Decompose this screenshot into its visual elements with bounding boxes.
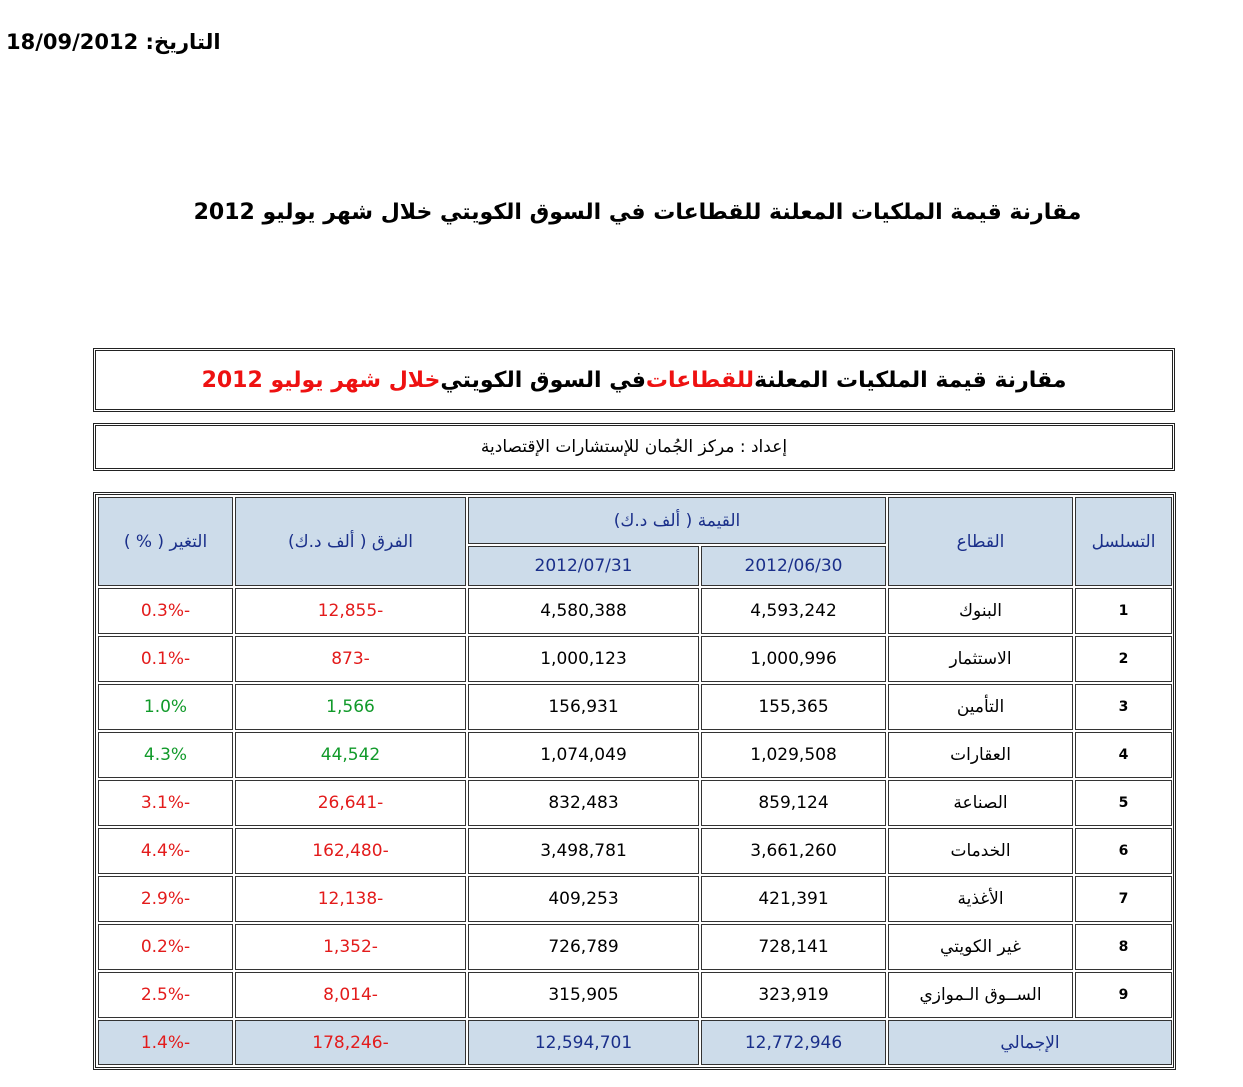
row-seq: 5	[1075, 780, 1172, 826]
table-row	[98, 828, 1172, 874]
row-sector: الخدمات	[888, 828, 1073, 874]
header-sector: القطاع	[888, 497, 1073, 586]
row-sector: الصناعة	[888, 780, 1073, 826]
table-row	[98, 588, 1172, 634]
title-part-2: للقطاعات	[645, 367, 755, 393]
row-value-1: 323,919	[701, 972, 886, 1018]
table-row	[98, 780, 1172, 826]
row-diff: 44,542	[235, 732, 466, 778]
row-value-2: 832,483	[468, 780, 699, 826]
row-diff: -26,641	[235, 780, 466, 826]
table-row	[98, 876, 1172, 922]
total-diff: -178,246	[235, 1020, 466, 1065]
row-change: -0.2%	[98, 924, 233, 970]
credit-text: إعداد : مركز الجُمان للإستشارات الإقتصادية	[480, 437, 788, 457]
title-part-1: مقارنة قيمة الملكيات المعلنة	[754, 367, 1067, 393]
total-change: -1.4%	[98, 1020, 233, 1065]
table-row	[98, 684, 1172, 730]
row-sector: الأغذية	[888, 876, 1073, 922]
row-seq: 1	[1075, 588, 1172, 634]
row-diff: -12,138	[235, 876, 466, 922]
row-value-2: 3,498,781	[468, 828, 699, 874]
row-change: -2.9%	[98, 876, 233, 922]
row-value-2: 726,789	[468, 924, 699, 970]
page-title: مقارنة قيمة الملكيات المعلنة للقطاعات في السوق الكويتي خلال شهر يوليو 2012	[193, 200, 1082, 225]
report-date: التاريخ: 18/09/2012	[6, 30, 221, 54]
row-seq: 6	[1075, 828, 1172, 874]
sector-table-frame	[93, 492, 1176, 1070]
row-value-2: 409,253	[468, 876, 699, 922]
header-change: التغير ( % )	[98, 497, 233, 586]
table-row	[98, 924, 1172, 970]
row-value-1: 421,391	[701, 876, 886, 922]
row-value-1: 859,124	[701, 780, 886, 826]
total-value-2: 12,594,701	[468, 1020, 699, 1065]
header-diff: الفرق ( ألف د.ك)	[235, 497, 466, 586]
table-row	[98, 972, 1172, 1018]
row-seq: 3	[1075, 684, 1172, 730]
row-change: 1.0%	[98, 684, 233, 730]
row-sector: الســوق الـموازي	[888, 972, 1073, 1018]
row-sector: العقارات	[888, 732, 1073, 778]
row-diff: -873	[235, 636, 466, 682]
row-value-2: 156,931	[468, 684, 699, 730]
row-value-1: 4,593,242	[701, 588, 886, 634]
title-part-3: في السوق الكويتي	[440, 367, 646, 393]
row-sector: التأمين	[888, 684, 1073, 730]
row-sector: غير الكويتي	[888, 924, 1073, 970]
row-value-2: 1,074,049	[468, 732, 699, 778]
row-value-1: 155,365	[701, 684, 886, 730]
row-diff: -1,352	[235, 924, 466, 970]
row-change: -4.4%	[98, 828, 233, 874]
row-value-2: 4,580,388	[468, 588, 699, 634]
row-diff: -8,014	[235, 972, 466, 1018]
row-change: -0.1%	[98, 636, 233, 682]
row-value-1: 1,000,996	[701, 636, 886, 682]
row-diff: -12,855	[235, 588, 466, 634]
row-seq: 8	[1075, 924, 1172, 970]
total-label: الإجمالي	[888, 1020, 1172, 1065]
table-row	[98, 636, 1172, 682]
row-seq: 7	[1075, 876, 1172, 922]
credit-box	[93, 423, 1175, 471]
title-part-4: خلال شهر يوليو 2012	[201, 367, 441, 393]
header-date-2: 2012/07/31	[468, 546, 699, 586]
row-value-1: 728,141	[701, 924, 886, 970]
row-diff: -162,480	[235, 828, 466, 874]
row-value-2: 1,000,123	[468, 636, 699, 682]
row-seq: 2	[1075, 636, 1172, 682]
row-seq: 4	[1075, 732, 1172, 778]
row-seq: 9	[1075, 972, 1172, 1018]
row-value-1: 3,661,260	[701, 828, 886, 874]
row-sector: الاستثمار	[888, 636, 1073, 682]
row-value-1: 1,029,508	[701, 732, 886, 778]
row-change: -2.5%	[98, 972, 233, 1018]
table-row	[98, 732, 1172, 778]
row-diff: 1,566	[235, 684, 466, 730]
row-sector: البنوك	[888, 588, 1073, 634]
total-row	[98, 1020, 1172, 1065]
table-title-box	[93, 348, 1175, 412]
sector-holdings-table	[96, 495, 1174, 1067]
total-value-1: 12,772,946	[701, 1020, 886, 1065]
header-value: القيمة ( ألف د.ك)	[468, 497, 886, 544]
row-value-2: 315,905	[468, 972, 699, 1018]
row-change: -0.3%	[98, 588, 233, 634]
row-change: 4.3%	[98, 732, 233, 778]
header-seq: التسلسل	[1075, 497, 1172, 586]
header-date-1: 2012/06/30	[701, 546, 886, 586]
row-change: -3.1%	[98, 780, 233, 826]
